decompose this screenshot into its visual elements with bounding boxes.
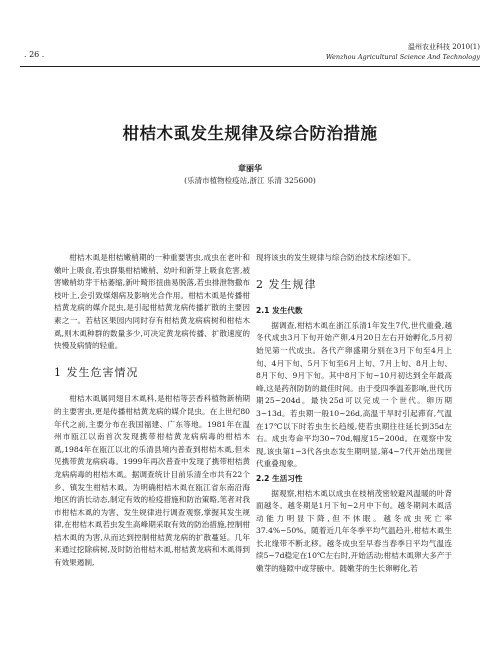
header-rule (20, 66, 480, 67)
intro-continuation: 现将该虫的发生规律与综合防治技术综述如下。 (256, 253, 416, 262)
left-column (54, 252, 250, 570)
intro-paragraph: 柑桔木虱是柑桔嫩梢期的一种重要害虫,成虫在老叶和嫩叶上吸食,若虫群集柑桔嫩梢、幼叶和新芽上吸食危害,被害嫩梢幼芽干枯萎缩,新叶畸形扭曲易脱落,若虫排泄物撒布枝叶上,会引致煤烟病及影响光合作用。柑桔木虱是传播柑桔黄龙病的媒介昆虫,是引起柑桔黄龙病传播扩散的主要因素之一。若枯区果园内同时存有柑桔黄龙病病树和柑桔木虱,则木虱种群的数量多少,可决定黄龙病传播、扩散速度的快慢及病情的轻重。 (54, 253, 250, 351)
section-heading-2: 2 发生规律 (256, 277, 317, 291)
subsection-2-2-paragraph: 据观察,柑桔木虱以成虫在枝梢茂密较避风温暖的叶背面越冬。越冬期是1月下旬~2月中下旬。越冬期间木虱活动能力明显下降,但不休眠。越冬成虫死亡率37.4%~50%。随着近几年冬季平均气温趋升,柑桔木虱生长北缘带不断北移。越冬成虫至早春当春季日平均气温连续5~7d稳定在10℃左右时,开始活动;柑桔木虱卵大多产于嫩芽的缝隙中或芽腋中。随嫩芽的生长卵孵化,若 (256, 488, 452, 574)
subsection-2-1-paragraph: 据调查,柑桔木虱在浙江乐清1年发生7代,世代重叠,越冬代成虫3月下旬开始产卵,4月20日左右开始孵化,5月初始见第一代成虫。各代产卵盛期分别在3月下旬至4月上旬、4月下旬、5月下旬至6月上旬、7月上旬、8月上旬、8月下旬、9月下旬。其中8月下旬~10月初达到全年最高峰,这是药剂防防的最佳时间。由于受四季温差影响,世代历期25~204d。最快25d可以完成一个世代。卵历期3~13d。若虫期一般10~26d,高温干旱时引起滞育,气温在17℃以下时若虫生长趋缓,使若虫期往往延长到35d左右。成虫寿命平均30~70d,幅度15~200d。在观察中发现,该虫第1~3代各虫态发生期明显,第4~7代开始出现世代重叠现象。 (256, 320, 452, 469)
author-affiliation: (乐清市植物检疫站,浙江 乐清 325600) (184, 176, 316, 185)
subsection-heading-2-2: 2.2 生活习性 (256, 473, 303, 483)
section-1-paragraph: 柑桔木虱属同翅目木虱科,是柑桔等芸香科植物新梢期的主要害虫,更是传播柑桔黄龙病的媒介昆虫。在上世纪80年代之前,主要分布在我国福建、广东等地。1981年在温州市瓯江以南首次发现携带柑桔黄龙病病毒的柑桔木虱,1984年在瓯江以北的乐清县境内普查到柑桔木虱,但未见携带黄龙病病毒。1999年再次普查中发现了携带柑桔黄龙病病毒的柑桔木虱。据调查统计目前乐清全市共有22个乡、镇发生柑桔木虱。为明确柑桔木虱在瓯江省东南沿海地区的消长动态,制定有效的检疫措施和防治策略,笔者对我市柑桔木虱的为害、发生规律进行调查观察,掌握其发生规律,在柑桔木虱若虫发生高峰期采取有效的防治措施,控制柑桔木虱的为害,从而达到控制柑桔黄龙病的扩散蔓延。几年来通过挖除病树,及时防治柑桔木虱,柑桔黄龙病和木虱得到有效果遏制, (54, 394, 250, 568)
running-header (20, 36, 480, 72)
article-title: 柑桔木虱发生规律及综合防治措施 (122, 124, 378, 143)
section-heading-1: 1 发生危害情况 (54, 365, 139, 379)
subsection-heading-2-1: 2.1 发生代数 (256, 306, 303, 316)
right-column (256, 252, 452, 576)
journal-name: 温州农业科技 2010(1) (408, 43, 480, 51)
article-author: 章丽华 (238, 163, 262, 173)
journal-name-english: Wenzhou Agricultural Science And Technology (325, 53, 480, 61)
page-number: . 26 . (24, 50, 45, 59)
